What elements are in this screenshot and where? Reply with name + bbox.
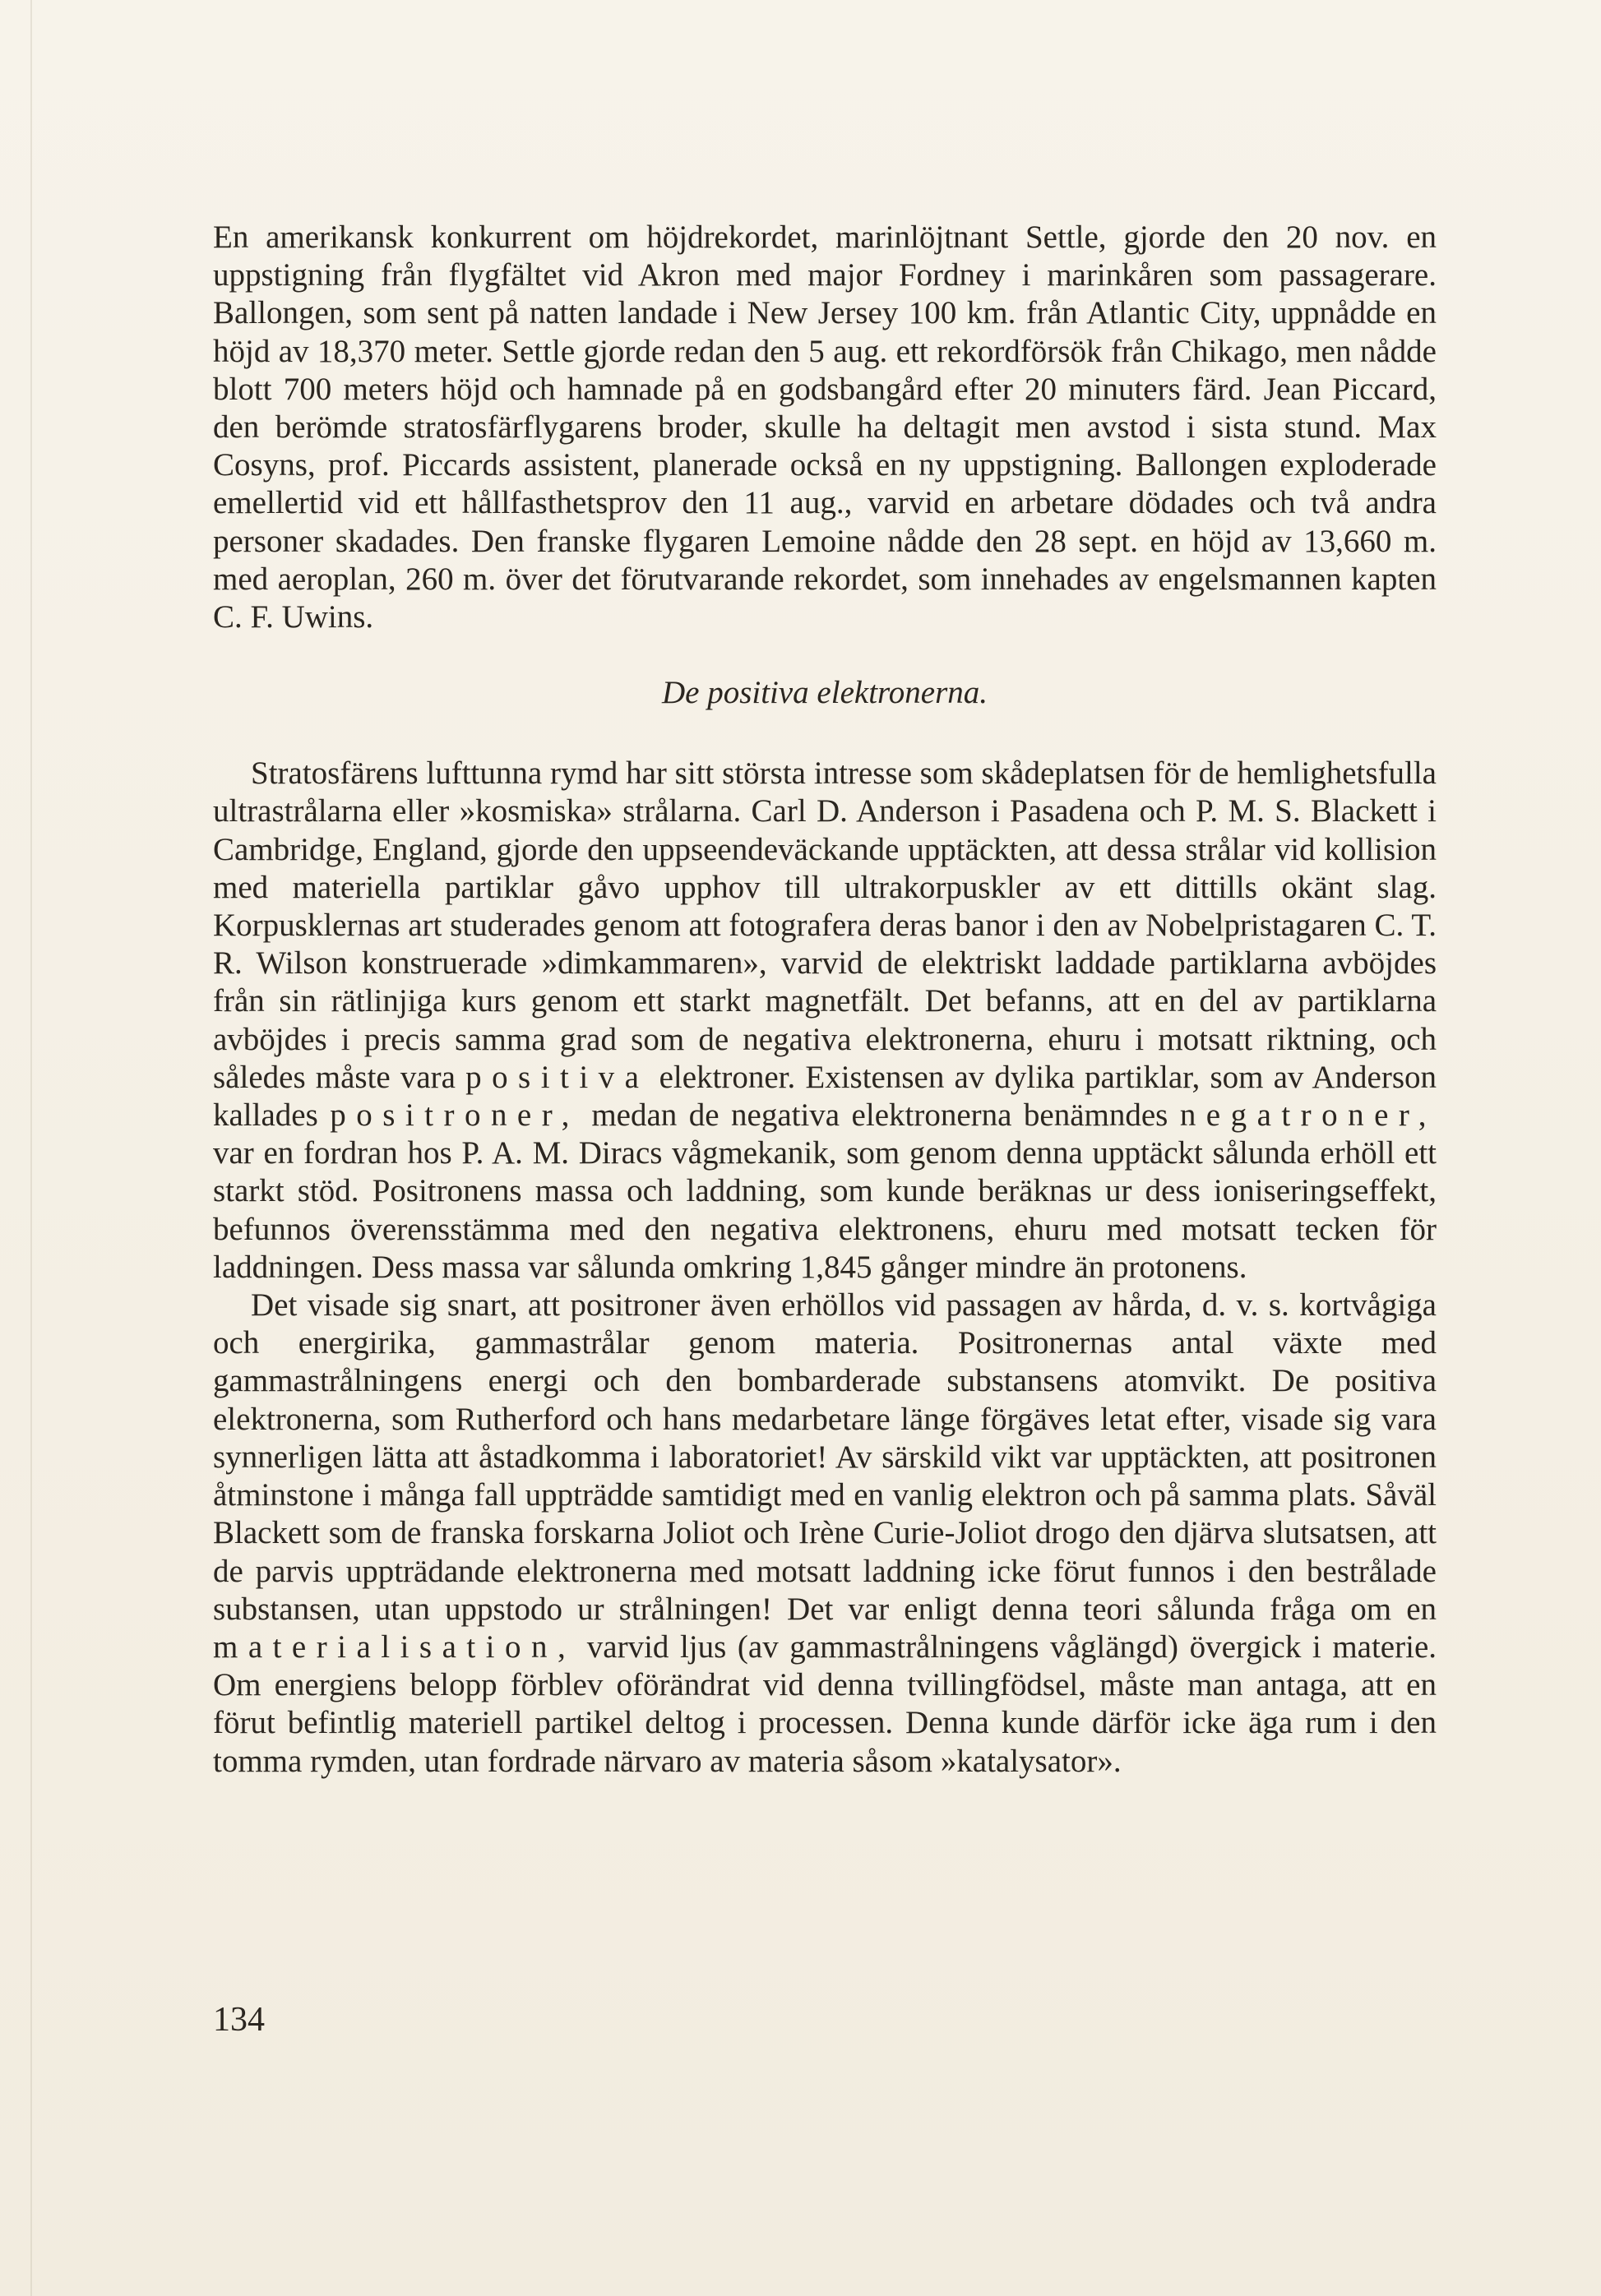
emphasis-positroner: positroner, xyxy=(330,1097,580,1134)
emphasis-materialisation: materialisation, xyxy=(213,1628,576,1665)
paragraph-cosmic-rays-text-2: elektroner. Existensen av dylika partiklar, som av Anderson kallades xyxy=(213,1059,1437,1134)
body-text xyxy=(213,219,1437,1781)
page-number: 134 xyxy=(213,2001,265,2039)
paragraph-pair-production-text-2: varvid ljus (av gammastrålningens våglängd) övergick i materie. Om energiens belopp förblev oförändrat vid denna tvillingfödsel, måste man antaga, att en förut befintlig materiell partikel deltog i processen. Denna kunde därför icke äga rum i den tomma rymden, utan fordrade närvaro av materia såsom »katalysator». xyxy=(213,1628,1437,1779)
paragraph-cosmic-rays xyxy=(213,755,1437,1287)
paragraph-cosmic-rays-text-3: medan de negativa elektronerna benämndes xyxy=(591,1097,1168,1134)
paragraph-cosmic-rays-text-1: Stratosfärens lufttunna rymd har sitt största intresse som skådeplatsen för de hemlighetsfulla ultrastrålarna eller »kosmiska» strålarna. Carl D. Anderson i Pasadena och P. M. S. Blackett i Cambridge, England, gjorde den uppseendeväckande upptäckten, att dessa strålar vid kollision med materiella partiklar gåvo upphov till ultrakorpuskler av ett dittills okänt slag. Korpusklernas art studerades genom att fotografera deras banor i den av Nobelpristagaren C. T. R. Wilson konstruerade »dimkammaren», varvid de elektriskt laddade partiklarna avböjdes från sin rätlinjiga kurs genom ett starkt magnetfält. Det befanns, att en del av partiklarna avböjdes i precis samma grad som de negativa elektronerna, ehuru i motsatt riktning, och således måste vara xyxy=(213,755,1437,1095)
paragraph-cosmic-rays-text-4: var en fordran hos P. A. M. Diracs vågmekanik, som genom denna upptäckt sålunda erhöll ett starkt stöd. Positronens massa och laddning, som kunde beräknas ur dess ioniseringseffekt, befunnos överensstämma med den negativa elektronens, ehuru med motsatt tecken för laddningen. Dess massa var sålunda omkring 1,845 gånger mindre än protonens. xyxy=(213,1135,1437,1285)
paragraph-pair-production-text-1: Det visade sig snart, att positroner även erhöllos vid passagen av hårda, d. v. s. kortvågiga och energirika, gammastrålar genom materia. Positronernas antal växte med gammastrålningens energi och den bombarderade substansens atomvikt. De positiva elektronerna, som Rutherford och hans medarbetare länge förgäves letat efter, visade sig vara synnerligen lätta att åstadkomma i laboratoriet! Av särskild vikt var upptäckten, att positronen åtminstone i många fall uppträdde samtidigt med en vanlig elektron och på samma plats. Såväl Blackett som de franska forskarna Joliot och Irène Curie-Joliot drogo den djärva slutsatsen, att de parvis uppträdande elektronerna med motsatt laddning icke förut funnos i den bestrålade substansen, utan uppstodo ur strålningen! Det var enligt denna teori sålunda fråga om en xyxy=(213,1287,1437,1627)
paragraph-height-record: En amerikansk konkurrent om höjdrekordet, marinlöjtnant Settle, gjorde den 20 nov. en uppstigning från flygfältet vid Akron med major Fordney i marinkåren som passagerare. Ballongen, som sent på natten landade i New Jersey 100 km. från Atlantic City, uppnådde en höjd av 18,370 meter. Settle gjorde redan den 5 aug. ett rekordförsök från Chikago, men nådde blott 700 meters höjd och hamnade på en godsbangård efter 20 minuters färd. Jean Piccard, den berömde stratosfärflygarens broder, skulle ha deltagit men avstod i sista stund. Max Cosyns, prof. Piccards assistent, planerade också en ny uppstigning. Ballongen exploderade emellertid vid ett hållfasthetsprov den 11 aug., varvid en arbetare dödades och två andra personer skadades. Den franske flygaren Lemoine nådde den 28 sept. en höjd av 13,660 m. med aeroplan, 260 m. över det förutvarande rekordet, som innehades av engelsmannen kapten C. F. Uwins. xyxy=(213,219,1437,635)
emphasis-positiva: positiva xyxy=(465,1059,650,1095)
emphasis-negatroner: negatroner, xyxy=(1179,1097,1437,1134)
page-edge-line xyxy=(30,0,32,2296)
paragraph-pair-production xyxy=(213,1287,1437,1781)
section-title: De positiva elektronerna. xyxy=(661,675,988,711)
